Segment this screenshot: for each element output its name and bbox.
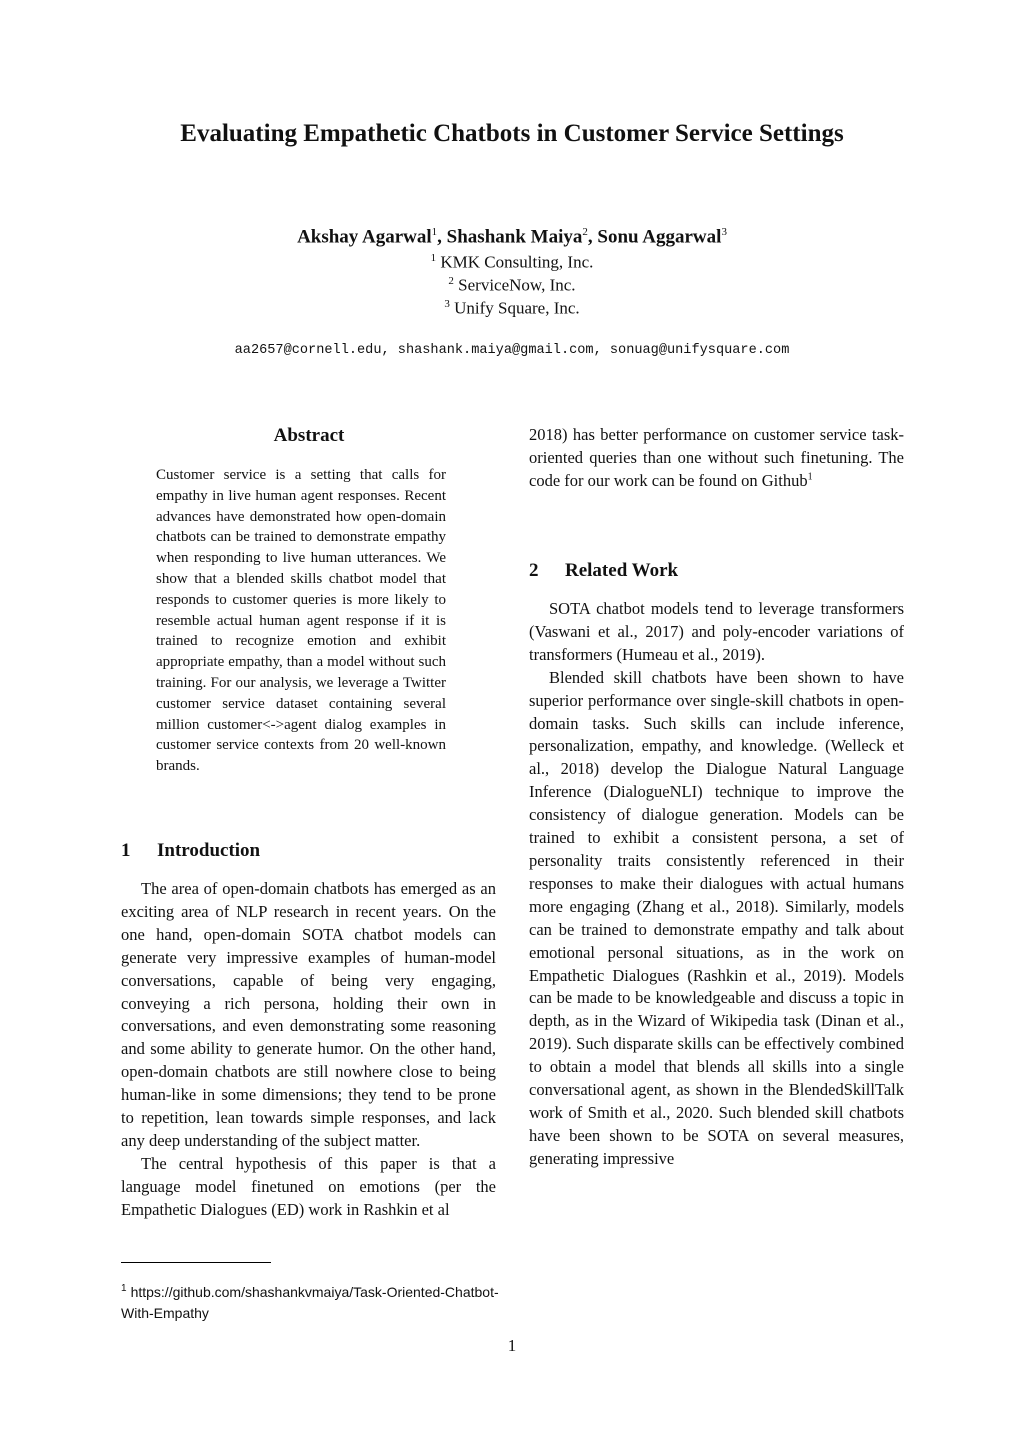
paragraph: The central hypothesis of this paper is that a language model finetuned on emotions (per the Empathetic Dialogues (ED) work in Rashkin et al (121, 1153, 496, 1219)
paragraph: SOTA chatbot models tend to leverage transformers (Vaswani et al., 2017) and poly-encoder variations of transformers (Humeau et al., 2019). (529, 599, 904, 664)
footnote-mark: 1 (121, 1283, 127, 1295)
footnote-divider (121, 1262, 271, 1263)
author-name: Shashank Maiya (446, 226, 583, 248)
footnote (121, 1282, 501, 1324)
affiliation-mark: 2 (448, 275, 454, 287)
section-number: 1 (121, 840, 131, 861)
author-name: Sonu Aggarwal (597, 226, 722, 248)
abstract-heading: Abstract (273, 425, 345, 446)
author-name: Akshay Agarwal (297, 226, 432, 248)
footnote-reference[interactable]: 1 (807, 471, 813, 483)
page-number: 1 (507, 1336, 517, 1355)
affiliation-mark: 1 (430, 252, 437, 264)
author-affiliation-mark: 3 (721, 226, 727, 238)
section-heading-related-work (529, 560, 678, 582)
paragraph: Blended skill chatbots have been shown to have superior performance over single-skill chatbots in open-domain tasks. Such skills can include inference, personalization, empathy, and knowledge. (Welleck et al., 2018) develop the Dialogue Natural Language Inference (DialogueNLI) technique to improve the consistency of dialogue generation. Models can be trained to exhibit a consistent persona, a set of personality traits consistently referenced in their responses to make their dialogues with actual humans more engaging (Zhang et al., 2018). Similarly, models can be trained to demonstrate empathy and talk about emotional personal situations, as in the work on Empathetic Dialogues (Rashkin et al., 2019). Models can be made to be knowledgeable and discuss a topic in depth, as in the Wizard of Wikipedia task (Dinan et al., 2019). Such disparate skills can be effectively combined to obtain a model that blends all skills into a single conversational agent, as shown in the BlendedSkillTalk work of Smith et al., 2020. Such blended skill chatbots have been shown to be SOTA on several measures, generating impressive (529, 667, 904, 1168)
author-emails: aa2657@cornell.edu, shashank.maiya@gmail.com, sonuag@unifysquare.com (234, 343, 790, 358)
footnote-link[interactable]: https://github.com/shashankvmaiya/Task-Oriented-Chatbot-With-Empathy (121, 1284, 499, 1321)
related-work-body (529, 598, 904, 1171)
abstract-text: Customer service is a setting that calls for empathy in live human agent responses. Recent advances have demonstrated how open-domain chatbots can be trained to demonstrate empathy when responding to live human utterances. We show that a blended skills chatbot model that responds to customer queries is more likely to resemble actual human agent response if it is trained to recognize emotion and exhibit appropriate empathy, than a model without such training. For our analysis, we leverage a Twitter customer service dataset containing several million customer<->agent dialog examples in customer service contexts from 20 well-known brands. (156, 467, 446, 775)
section-title: Related Work (565, 560, 679, 581)
affiliation (0, 275, 1024, 296)
affiliation-name: Unify Square, Inc. (454, 298, 580, 318)
section-heading-introduction (121, 840, 260, 862)
section-number: 2 (529, 560, 539, 581)
introduction-continuation (529, 424, 904, 493)
paper-title: Evaluating Empathetic Chatbots in Customer Service Settings (180, 120, 844, 147)
author-affiliation-mark: 1 (431, 226, 438, 238)
paragraph (529, 424, 904, 493)
affiliation-mark: 3 (444, 298, 450, 310)
section-title: Introduction (157, 840, 261, 861)
introduction-body (121, 878, 496, 1222)
author-list: Akshay Agarwal$^1$, Shashank Maiya$^2$, Sonu Aggarwal$^3$ (297, 226, 727, 248)
continuation-text: 2018) has better performance on customer service task-oriented queries than one without such finetuning. The code for our work can be found on Github (529, 425, 904, 490)
affiliation-name: KMK Consulting, Inc. (440, 252, 594, 272)
affiliation (0, 298, 1024, 319)
affiliation (0, 252, 1024, 273)
paragraph: The area of open-domain chatbots has emerged as an exciting area of NLP research in recent years. On the one hand, open-domain SOTA chatbot models can generate very impressive examples of human-model conversations, capable of being very engaging, conveying a rich persona, holding their own in conversations, and even demonstrating some reasoning and some ability to generate humor. On the other hand, open-domain chatbots are still nowhere close to being human-like in some dimensions; they tend to be prone to repetition, lean towards simple responses, and lack any deep understanding of the subject matter. (121, 879, 496, 1150)
affiliation-name: ServiceNow, Inc. (458, 275, 576, 295)
author-affiliation-mark: 2 (582, 226, 588, 238)
